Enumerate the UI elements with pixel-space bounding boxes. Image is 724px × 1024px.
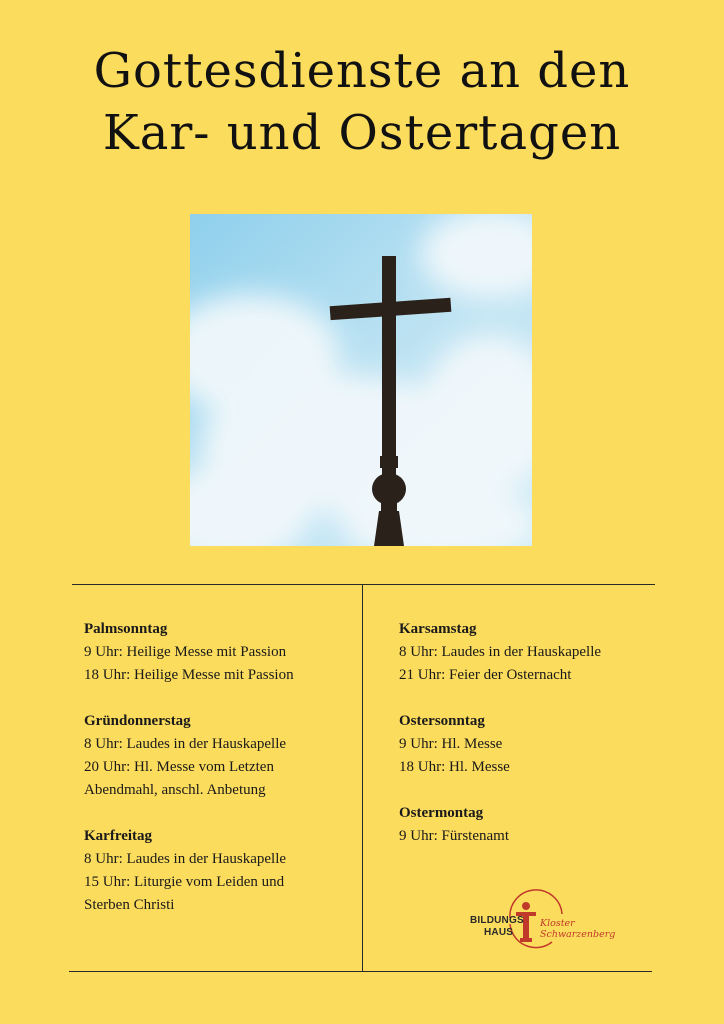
service-line: 8 Uhr: Laudes in der Hauskapelle — [84, 851, 287, 867]
divider-top — [72, 584, 655, 585]
service-line: 9 Uhr: Fürstenamt — [399, 828, 509, 844]
schedule-right-column — [399, 618, 659, 871]
day-palmsonntag — [84, 618, 354, 687]
service-line: 15 Uhr: Liturgie vom Leiden und — [84, 874, 285, 890]
service-line: Sterben Christi — [84, 897, 175, 913]
logo-text-kloster: Kloster — [540, 918, 575, 929]
day-karfreitag — [84, 825, 354, 917]
day-heading: Gründonnerstag — [84, 713, 191, 729]
day-heading: Karsamstag — [399, 621, 477, 637]
divider-vertical — [362, 585, 363, 971]
service-line: 18 Uhr: Heilige Messe mit Passion — [84, 667, 294, 683]
service-line: 8 Uhr: Laudes in der Hauskapelle — [399, 644, 602, 660]
page-title — [0, 40, 724, 164]
day-ostersonntag — [399, 710, 659, 779]
day-heading: Ostermontag — [399, 805, 484, 821]
day-karsamstag — [399, 618, 659, 687]
logo-text-haus: HAUS — [484, 927, 514, 938]
service-line: 18 Uhr: Hl. Messe — [399, 759, 510, 775]
service-line: 20 Uhr: Hl. Messe vom Letzten — [84, 759, 274, 775]
title-line-2: Kar- und Ostertagen — [102, 105, 622, 161]
service-line: Abendmahl, anschl. Anbetung — [84, 782, 266, 798]
service-line: 9 Uhr: Heilige Messe mit Passion — [84, 644, 287, 660]
day-heading: Karfreitag — [84, 828, 153, 844]
divider-bottom — [69, 971, 652, 972]
day-heading: Palmsonntag — [84, 621, 168, 637]
service-line: 21 Uhr: Feier der Osternacht — [399, 667, 572, 683]
logo-text-schwarzenberg: Schwarzenberg — [540, 929, 616, 940]
cross-photo — [190, 214, 532, 546]
service-line: 8 Uhr: Laudes in der Hauskapelle — [84, 736, 287, 752]
day-heading: Ostersonntag — [399, 713, 485, 729]
logo-text-bildungs: BILDUNGS — [470, 915, 524, 926]
service-line: 9 Uhr: Hl. Messe — [399, 736, 503, 752]
bildungshaus-logo — [470, 888, 616, 952]
day-gruendonnerstag — [84, 710, 354, 802]
schedule-left-column — [84, 618, 354, 940]
title-line-1: Gottesdienste an den — [93, 43, 631, 99]
day-ostermontag — [399, 802, 659, 848]
